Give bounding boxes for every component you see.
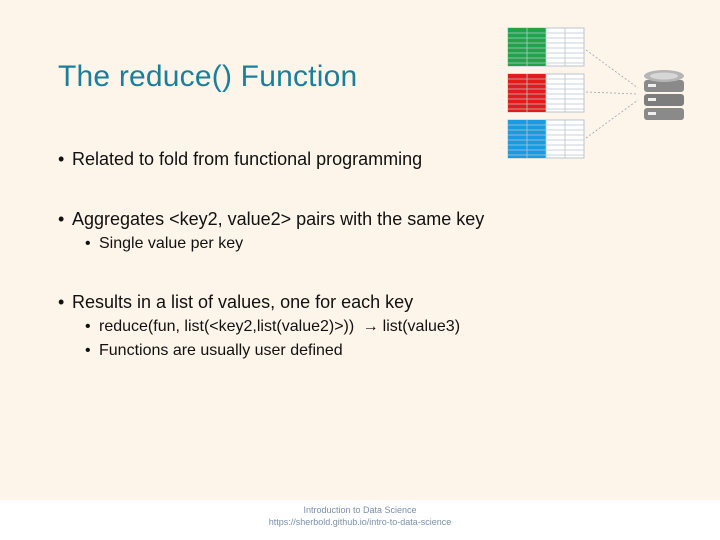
database-icon (644, 70, 684, 120)
bullet-3-sub-1-code: reduce(fun, list(<key2,list(value2)>)) (99, 318, 355, 335)
bullet-glyph: • (85, 235, 91, 252)
bullet-2 (58, 209, 484, 230)
bullet-glyph: • (85, 342, 91, 359)
table-blue-icon (508, 120, 584, 158)
table-red-icon (508, 74, 584, 112)
bullet-glyph: • (85, 318, 91, 335)
flow-arrows (586, 50, 638, 138)
bullet-glyph: • (58, 209, 65, 229)
bullet-2-sub-1 (85, 235, 243, 253)
table-green-icon (508, 28, 584, 66)
slide-title: The reduce() Function (58, 60, 358, 93)
bullet-3-sub-1 (85, 318, 460, 336)
bullet-1-text: Related to fold from functional programming (72, 149, 423, 169)
footer-url: https://sherbold.github.io/intro-to-data-science (268, 517, 452, 527)
bullet-glyph: • (58, 149, 65, 169)
footer-course: Introduction to Data Science (303, 505, 417, 515)
right-arrow-icon: → (362, 318, 379, 335)
bullet-3-sub-1-result: list(value3) (382, 318, 461, 335)
bullet-glyph: • (58, 292, 65, 312)
bullet-3-sub-2-text: Functions are usually user defined (99, 342, 343, 359)
bullet-3-text: Results in a list of values, one for each key (72, 292, 414, 312)
reduce-diagram (500, 22, 700, 162)
bullet-1 (58, 149, 422, 170)
bullet-2-text: Aggregates <key2, value2> pairs with the same key (72, 209, 485, 229)
bullet-2-sub-1-text: Single value per key (99, 235, 244, 252)
bullet-3-sub-2 (85, 342, 343, 360)
bullet-3 (58, 292, 413, 313)
